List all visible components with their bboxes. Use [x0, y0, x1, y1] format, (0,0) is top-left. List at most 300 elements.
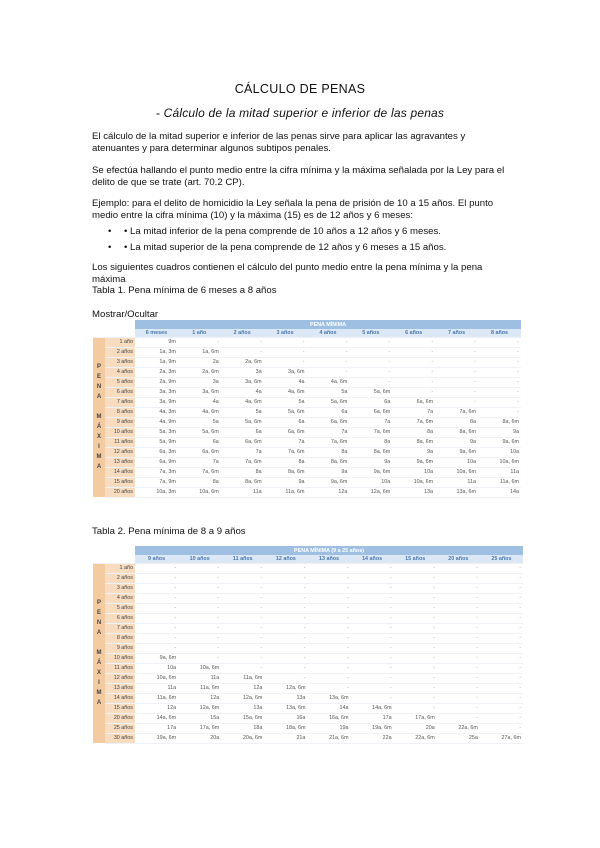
table1-cell: 11a, 6m — [478, 477, 521, 487]
table1-cell: 10a, 6m — [178, 487, 221, 497]
table2-cell: - — [221, 613, 264, 623]
table1-cell: 7a — [392, 407, 435, 417]
table1-cell: 2a, 3m — [135, 367, 178, 377]
table2-cell: - — [178, 583, 221, 593]
table1-cell: 5a — [264, 397, 307, 407]
table1-cell: - — [435, 387, 478, 397]
table2-cell: - — [351, 563, 394, 573]
table2-cell: 12a, 6m — [178, 703, 221, 713]
table2-cell: - — [480, 703, 523, 713]
table2-cell: - — [480, 643, 523, 653]
table2-cell: 12a — [178, 693, 221, 703]
table1-cell: 6a, 9m — [135, 457, 178, 467]
page-title: CÁLCULO DE PENAS — [234, 82, 366, 96]
table2-cell: - — [480, 623, 523, 633]
table1-cell: 6a, 3m — [135, 447, 178, 457]
table1-row-label: 4 años — [105, 367, 135, 377]
table2-row-label: 5 años — [105, 603, 135, 613]
table2-cell: - — [178, 573, 221, 583]
table2-cell: - — [264, 663, 307, 673]
table1-cell: 3a, 6m — [221, 377, 264, 387]
table2-cell: - — [394, 563, 437, 573]
table2-cell: - — [394, 693, 437, 703]
table2-header-corner — [93, 555, 135, 563]
table1-cell: 5a — [221, 407, 264, 417]
method-paragraph: Se efectúa hallando el punto medio entre la cifra mínima y la máxima señalada por la Ley para el delito de que se trate (art. 70.2 CP). — [92, 165, 505, 188]
table2-cell: - — [437, 633, 480, 643]
table2-cell: - — [221, 623, 264, 633]
table1-cell: 6a, 6m — [178, 447, 221, 457]
table2-cell: 13a, 6m — [307, 693, 350, 703]
table1-cell: - — [478, 397, 521, 407]
table2-row-label: 15 años — [105, 703, 135, 713]
table2-cell: - — [264, 563, 307, 573]
table1-cell: 3a, 6m — [178, 387, 221, 397]
table2-cell: - — [135, 583, 178, 593]
table2-cell: - — [394, 633, 437, 643]
table2-cell: 10a — [135, 663, 178, 673]
table1-cell: 5a, 9m — [135, 437, 178, 447]
table1-cell: 7a — [221, 447, 264, 457]
table2-col-header: 25 años — [480, 555, 523, 563]
table1-row — [93, 407, 521, 417]
table1-row — [93, 477, 521, 487]
table1-cell: - — [478, 347, 521, 357]
table1-row-label: 5 años — [105, 377, 135, 387]
table2-cell: - — [351, 693, 394, 703]
table2-cell: - — [264, 613, 307, 623]
table1-cell: 5a, 6m — [307, 397, 350, 407]
table2-cell: - — [135, 613, 178, 623]
table2-cell: 17a, 6m — [394, 713, 437, 723]
table1-cell: 8a, 6m — [221, 477, 264, 487]
table1-cell: 5a, 3m — [135, 427, 178, 437]
table1-cell: 2a — [178, 357, 221, 367]
table1-caption: Tabla 1. Pena mínima de 6 meses a 8 años — [92, 285, 277, 296]
table1-cell: 3a — [221, 367, 264, 377]
table1-cell: 3a, 3m — [135, 387, 178, 397]
table1-cell: 7a, 6m — [264, 447, 307, 457]
intro-paragraph: El cálculo de la mitad superior e inferior de las penas sirve para aplicar las agravantes y atenuantes y para determinar algunos subtipos penales. — [92, 131, 466, 154]
table1-cell: 4a, 6m — [264, 387, 307, 397]
table2-cell: - — [264, 583, 307, 593]
table2-cell: - — [351, 643, 394, 653]
table1-cell: 1a, 6m — [178, 347, 221, 357]
table2-cell: 11a, 6m — [135, 693, 178, 703]
table1-cell: - — [349, 347, 392, 357]
table2-cell: - — [264, 673, 307, 683]
table2-cell: - — [307, 613, 350, 623]
table1-cell: 4a, 6m — [307, 377, 350, 387]
table2-cell: - — [394, 673, 437, 683]
table2-row-label: 25 años — [105, 723, 135, 733]
table2-cell: - — [480, 663, 523, 673]
table1-cell: 7a, 6m — [307, 437, 350, 447]
table2-cell: 20a, 6m — [221, 733, 264, 743]
table2-cell: 13a — [221, 703, 264, 713]
table2-cell: - — [264, 623, 307, 633]
table2-cell: - — [135, 573, 178, 583]
table2-cell: - — [480, 563, 523, 573]
table1-cell: 7a, 9m — [135, 477, 178, 487]
table2-row-label: 14 años — [105, 693, 135, 703]
table1-row — [93, 377, 521, 387]
table1-row — [93, 437, 521, 447]
table2-cell: - — [437, 643, 480, 653]
table2-cell: - — [480, 613, 523, 623]
table2-cell: - — [437, 703, 480, 713]
table1-cell: 2a, 6m — [178, 367, 221, 377]
table1-cell: 10a — [478, 447, 521, 457]
table2-cell: - — [437, 593, 480, 603]
table1-cell: 3a, 6m — [264, 367, 307, 377]
table1-cell: 6a, 6m — [221, 437, 264, 447]
table2-col-header: 14 años — [351, 555, 394, 563]
table1-cell: 1a, 9m — [135, 357, 178, 367]
table2-row — [93, 623, 523, 633]
table2-cell: - — [135, 563, 178, 573]
table1-cell: - — [264, 337, 307, 347]
table2-cell: - — [437, 573, 480, 583]
table1-cell: 9a — [478, 427, 521, 437]
table1-cell: - — [435, 397, 478, 407]
table2-cell: - — [351, 613, 394, 623]
table1-side-label: P E N A M Á X I M A — [93, 337, 105, 497]
table1-cell: 6a — [264, 417, 307, 427]
table1-row-label: 12 años — [105, 447, 135, 457]
table2-cell: 12a, 6m — [264, 683, 307, 693]
table1-cell: - — [392, 387, 435, 397]
table1-row — [93, 367, 521, 377]
table1-row — [93, 347, 521, 357]
table1-cell: 11a — [221, 487, 264, 497]
table2-cell: - — [480, 693, 523, 703]
table2-cell: 20a — [394, 723, 437, 733]
table2-side-label: P E N A M Á X I M A — [93, 563, 105, 743]
table2-row — [93, 643, 523, 653]
table1-cell: - — [478, 367, 521, 377]
table1-cell: 5a, 6m — [349, 387, 392, 397]
table1-corner — [93, 320, 135, 329]
table1-row — [93, 357, 521, 367]
table2-cell: - — [394, 653, 437, 663]
table2-col-header: 12 años — [264, 555, 307, 563]
table2-row — [93, 563, 523, 573]
table1-cell: 4a, 6m — [178, 407, 221, 417]
table2-cell: - — [135, 643, 178, 653]
table2-cell: 19a — [307, 723, 350, 733]
table2-cell: - — [351, 623, 394, 633]
table2-cell: 17a — [351, 713, 394, 723]
example-bullets — [108, 224, 508, 256]
table2-cell: - — [221, 593, 264, 603]
table1-cell: 7a, 6m — [221, 457, 264, 467]
table1-cell: 8a — [221, 467, 264, 477]
table2-cell: 18a, 6m — [264, 723, 307, 733]
table1-row-label: 8 años — [105, 407, 135, 417]
table2-cell: - — [351, 583, 394, 593]
table1-cell: 6a — [307, 407, 350, 417]
table2-row — [93, 633, 523, 643]
table2-row-label: 9 años — [105, 643, 135, 653]
table1-cell: - — [349, 377, 392, 387]
table1-cell: 5a — [307, 387, 350, 397]
table1-cell: 10a — [435, 457, 478, 467]
table2-cell: 17a, 6m — [178, 723, 221, 733]
table2-cell: - — [307, 603, 350, 613]
penalty-table-2 — [93, 546, 523, 744]
table2-cell: - — [307, 623, 350, 633]
table2-cell: 17a — [135, 723, 178, 733]
table1-cell: - — [221, 347, 264, 357]
table2-row-label: 8 años — [105, 633, 135, 643]
table1-band-row — [93, 320, 521, 329]
table1-cell: - — [435, 367, 478, 377]
table1-cell: - — [478, 407, 521, 417]
table2-cell: 11a, 6m — [178, 683, 221, 693]
table1-col-header: 6 meses — [135, 329, 178, 337]
table2-cell: - — [135, 593, 178, 603]
table2-col-header: 20 años — [437, 555, 480, 563]
table1-row — [93, 447, 521, 457]
table1-cell: 10a — [349, 477, 392, 487]
table2-cell: - — [178, 593, 221, 603]
table1-cell: 7a, 3m — [135, 467, 178, 477]
table2-cell: 16a, 6m — [307, 713, 350, 723]
table1-cell: 8a — [178, 477, 221, 487]
table2-row-label: 30 años — [105, 733, 135, 743]
table2-cell: - — [264, 573, 307, 583]
table2-cell: - — [307, 583, 350, 593]
table1-row — [93, 337, 521, 347]
table2-cell: 20a — [178, 733, 221, 743]
table2-cell: 10a, 6m — [178, 663, 221, 673]
table2-cell: - — [264, 593, 307, 603]
table1-cell: 2a, 9m — [135, 377, 178, 387]
table2-col-header: 9 años — [135, 555, 178, 563]
table2-cell: 18a — [221, 723, 264, 733]
table2-row — [93, 723, 523, 733]
table2-cell: 12a — [221, 683, 264, 693]
table2-row-label: 7 años — [105, 623, 135, 633]
table1-cell: - — [264, 357, 307, 367]
table2-corner — [93, 546, 135, 555]
table2-cell: - — [480, 593, 523, 603]
table1-row — [93, 417, 521, 427]
table1-cell: 9a, 6m — [478, 437, 521, 447]
table2-row — [93, 673, 523, 683]
table1-cell: 7a, 6m — [178, 467, 221, 477]
table1-cell: 12a, 6m — [349, 487, 392, 497]
table2-cell: - — [307, 683, 350, 693]
table1-cell: 7a, 6m — [349, 427, 392, 437]
table2-cell: - — [351, 633, 394, 643]
table1-cell: 6a — [349, 397, 392, 407]
table2-cell: - — [437, 623, 480, 633]
penalty-table-1 — [93, 320, 521, 498]
table2-cell: - — [480, 653, 523, 663]
table2-cell: 27a, 6m — [480, 733, 523, 743]
table1-cell: - — [435, 347, 478, 357]
table2-row — [93, 653, 523, 663]
table1-col-header: 6 años — [392, 329, 435, 337]
table2-cell: 13a — [264, 693, 307, 703]
table1-cell: - — [435, 377, 478, 387]
table1-cell: 8a — [435, 417, 478, 427]
table1-cell: 9a, 6m — [307, 477, 350, 487]
table2-cell: 16a — [264, 713, 307, 723]
table1-cell: - — [307, 367, 350, 377]
table1-cell: - — [392, 337, 435, 347]
table2-cell: - — [394, 603, 437, 613]
table2-cell: - — [178, 603, 221, 613]
table2-col-header: 10 años — [178, 555, 221, 563]
table1-cell: - — [478, 357, 521, 367]
table2-row-label: 20 años — [105, 713, 135, 723]
table2-cell: - — [221, 663, 264, 673]
table2-cell: - — [480, 633, 523, 643]
table1-cell: 6a, 6m — [349, 407, 392, 417]
table1-cell: 8a — [307, 447, 350, 457]
table2-cell: - — [351, 653, 394, 663]
table2-row-label: 12 años — [105, 673, 135, 683]
tables-intro-paragraph: Los siguientes cuadros contienen el cálculo del punto medio entre la pena mínima y la pena máxima — [92, 262, 483, 285]
table2-cell: - — [221, 653, 264, 663]
table1-cell: 8a — [349, 437, 392, 447]
table1-row-label: 10 años — [105, 427, 135, 437]
table2-row — [93, 593, 523, 603]
table2-cell: - — [437, 673, 480, 683]
table1-cell: 4a, 9m — [135, 417, 178, 427]
table2-cell: - — [351, 573, 394, 583]
table1-cell: 6a — [221, 427, 264, 437]
table1-cell: - — [478, 387, 521, 397]
table2-cell: - — [351, 663, 394, 673]
table2-row — [93, 663, 523, 673]
table2-cell: - — [221, 603, 264, 613]
table2-cell: - — [437, 683, 480, 693]
table1-cell: 9a — [435, 437, 478, 447]
table2-cell: 10a, 6m — [135, 673, 178, 683]
table2-cell: - — [394, 643, 437, 653]
table1-row — [93, 467, 521, 477]
table2-cell: 11a, 6m — [221, 673, 264, 683]
table1-band-title: PENA MÍNIMA — [135, 320, 521, 329]
table2-cell: - — [307, 673, 350, 683]
table1-cell: 7a — [307, 427, 350, 437]
table1-cell: - — [307, 337, 350, 347]
table2-cell: 11a — [135, 683, 178, 693]
bullet-upper-half: • • La mitad superior de la pena comprende de 12 años y 6 meses a 15 años. — [108, 240, 508, 256]
table1-row — [93, 427, 521, 437]
table1-cell: 11a — [435, 477, 478, 487]
table2-cell: - — [437, 583, 480, 593]
table1-cell: 7a — [264, 437, 307, 447]
table2-cell: 22a, 6m — [394, 733, 437, 743]
table2-caption: Tabla 2. Pena mínima de 8 a 9 años — [92, 526, 246, 537]
table2-cell: - — [480, 583, 523, 593]
table2-cell: - — [178, 643, 221, 653]
table1-cell: 14a — [478, 487, 521, 497]
table1-row-label: 1 año — [105, 337, 135, 347]
table2-row-label: 6 años — [105, 613, 135, 623]
table1-row-label: 6 años — [105, 387, 135, 397]
table2-band-row — [93, 546, 523, 555]
table1-cell: 3a — [178, 377, 221, 387]
table2-cell: 9a, 6m — [135, 653, 178, 663]
table1-cell: - — [349, 357, 392, 367]
table1-col-header: 1 año — [178, 329, 221, 337]
table2-cell: - — [264, 633, 307, 643]
table2-cell: - — [264, 643, 307, 653]
table1-cell: 4a, 3m — [135, 407, 178, 417]
table1-row-label: 14 años — [105, 467, 135, 477]
table1-col-header: 8 años — [478, 329, 521, 337]
table2-cell: 14a — [307, 703, 350, 713]
table2-cell: - — [351, 593, 394, 603]
table2-cell: - — [480, 573, 523, 583]
table2-cell: 15a, 6m — [221, 713, 264, 723]
table1-cell: 11a — [478, 467, 521, 477]
table1-cell: 6a — [178, 437, 221, 447]
table2-band-title: PENA MÍNIMA (9 a 25 años) — [135, 546, 523, 555]
table1-row-label: 20 años — [105, 487, 135, 497]
table1-cell: 4a — [264, 377, 307, 387]
table1-row-label: 15 años — [105, 477, 135, 487]
table2-cell: - — [351, 683, 394, 693]
table2-cell: 14a, 6m — [351, 703, 394, 713]
table1-cell: 13a — [392, 487, 435, 497]
show-hide-toggle[interactable]: Mostrar/Ocultar — [92, 309, 159, 320]
table1-cell: 13a, 6m — [435, 487, 478, 497]
table1-cell: 3a, 9m — [135, 397, 178, 407]
table2-cell: - — [178, 653, 221, 663]
table1-row — [93, 457, 521, 467]
table2-cell: - — [264, 603, 307, 613]
table2-row-label: 13 años — [105, 683, 135, 693]
table2-cell: - — [178, 563, 221, 573]
table2-cell: 12a, 6m — [221, 693, 264, 703]
table2-cell: - — [307, 653, 350, 663]
table1-row-label: 13 años — [105, 457, 135, 467]
table2-row-label: 11 años — [105, 663, 135, 673]
table2-row — [93, 603, 523, 613]
table2-cell: 13a, 6m — [264, 703, 307, 713]
table1-cell: - — [435, 337, 478, 347]
table1-cell: - — [307, 347, 350, 357]
table2-col-header: 11 años — [221, 555, 264, 563]
table2-row — [93, 713, 523, 723]
table2-cell: - — [178, 623, 221, 633]
table2-cell: - — [394, 683, 437, 693]
table2-cell: - — [437, 603, 480, 613]
table1-row — [93, 387, 521, 397]
table2-cell: - — [307, 643, 350, 653]
table1-cell: - — [478, 377, 521, 387]
table1-row — [93, 487, 521, 497]
table2-cell: 25a — [437, 733, 480, 743]
table2-cell: - — [480, 673, 523, 683]
table1-cell: - — [478, 337, 521, 347]
table2-cell: - — [178, 613, 221, 623]
table2-cell: - — [221, 633, 264, 643]
table2-cell: - — [351, 603, 394, 613]
table2-cell: - — [307, 633, 350, 643]
table1-cell: 6a, 6m — [307, 417, 350, 427]
table2-cell: - — [480, 683, 523, 693]
table2-row — [93, 703, 523, 713]
table1-cell: - — [392, 377, 435, 387]
